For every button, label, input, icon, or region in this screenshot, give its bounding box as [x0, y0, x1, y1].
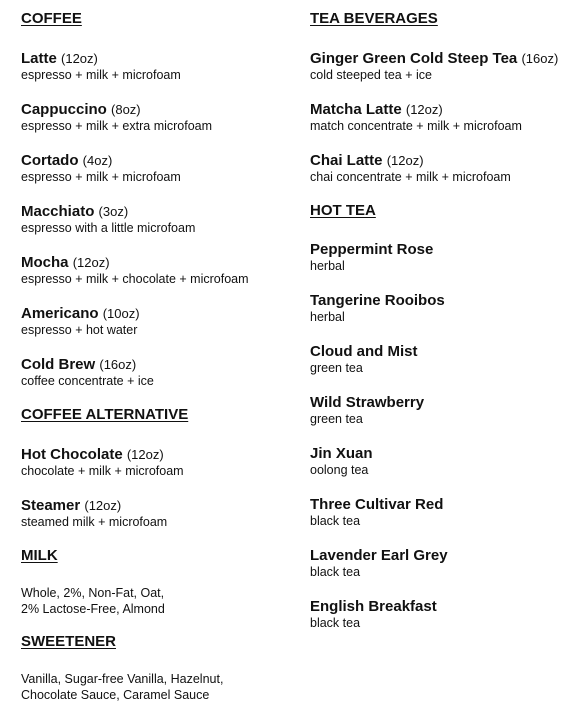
sweetener-heading: SWEETENER [21, 633, 117, 650]
menu-item-cloud-and-mist [310, 342, 418, 376]
item-name: Cappuccino [21, 101, 107, 118]
coffee-heading: COFFEE [21, 10, 82, 27]
item-name: Peppermint Rose [310, 241, 434, 258]
item-description: espresso + milk + microfoam [21, 170, 181, 184]
item-description: black tea [310, 616, 361, 630]
item-name: Three Cultivar Red [310, 496, 444, 513]
milk-heading: MILK [21, 547, 58, 564]
item-name: Cold Brew [21, 356, 96, 373]
item-description: cold steeped tea + ice [310, 68, 432, 82]
item-description: black tea [310, 514, 361, 528]
menu-item-chai-latte [310, 151, 511, 185]
item-description: oolong tea [310, 463, 369, 477]
item-name: Cortado [21, 152, 79, 169]
item-name: English Breakfast [310, 598, 437, 615]
hot-tea-heading: HOT TEA [310, 202, 376, 219]
item-name: Jin Xuan [310, 445, 373, 462]
item-size: (12oz) [386, 153, 424, 168]
menu-item-three-cultivar-red [310, 495, 443, 529]
menu-item-wild-strawberry [310, 393, 424, 427]
item-description: green tea [310, 361, 363, 375]
item-name: Chai Latte [310, 152, 383, 169]
item-description: espresso + milk + chocolate + microfoam [21, 272, 249, 286]
item-size: (12oz) [405, 102, 443, 117]
item-name: Mocha [21, 254, 69, 271]
menu-item-tangerine-rooibos [310, 291, 445, 325]
menu-item-hot-chocolate [21, 445, 184, 479]
item-name: Cloud and Mist [310, 343, 418, 360]
item-description: black tea [310, 565, 361, 579]
item-name: Lavender Earl Grey [310, 547, 448, 564]
menu-item-cold-brew [21, 355, 154, 389]
item-size: (12oz) [72, 255, 110, 270]
tea-beverages-heading: TEA BEVERAGES [310, 10, 438, 27]
menu-item-cappuccino [21, 100, 212, 134]
item-size: (4oz) [82, 153, 113, 168]
menu-item-macchiato [21, 202, 195, 236]
item-name: Wild Strawberry [310, 394, 425, 411]
item-description: espresso with a little microfoam [21, 221, 196, 235]
item-description: espresso + hot water [21, 323, 138, 337]
menu-item-latte [21, 49, 181, 83]
menu-item-jin-xuan [310, 444, 373, 478]
sweetener-options-line: Chocolate Sauce, Caramel Sauce [21, 688, 210, 702]
sweetener-options-line: Vanilla, Sugar-free Vanilla, Hazelnut, [21, 672, 224, 686]
item-name: Steamer [21, 497, 81, 514]
item-size: (8oz) [111, 102, 141, 117]
sweetener-options [21, 671, 223, 703]
item-description: coffee concentrate + ice [21, 374, 154, 388]
menu-item-peppermint-rose [310, 240, 433, 274]
item-size: (10oz) [102, 306, 140, 321]
menu-item-steamer [21, 496, 167, 530]
menu-item-ginger-green-cold-steep-tea [310, 49, 558, 83]
item-size: (16oz) [521, 51, 559, 66]
item-name: Ginger Green Cold Steep Tea [310, 50, 518, 67]
item-description: chocolate + milk + microfoam [21, 464, 184, 478]
milk-options-line: Whole, 2%, Non-Fat, Oat, [21, 586, 165, 600]
item-name: Tangerine Rooibos [310, 292, 445, 309]
milk-options-line: 2% Lactose-Free, Almond [21, 602, 165, 616]
item-description: green tea [310, 412, 363, 426]
item-name: Hot Chocolate [21, 446, 123, 463]
item-description: espresso + milk + microfoam [21, 68, 181, 82]
item-description: chai concentrate + milk + microfoam [310, 170, 511, 184]
menu-item-english-breakfast [310, 597, 437, 631]
menu-item-matcha-latte [310, 100, 522, 134]
menu-item-lavender-earl-grey [310, 546, 448, 580]
item-size: (12oz) [126, 447, 164, 462]
item-description: steamed milk + microfoam [21, 515, 168, 529]
menu-item-americano [21, 304, 140, 338]
item-size: (3oz) [98, 204, 129, 219]
item-name: Matcha Latte [310, 101, 402, 118]
item-name: Americano [21, 305, 99, 322]
menu-item-mocha [21, 253, 249, 287]
coffee-alternative-heading: COFFEE ALTERNATIVE [21, 406, 189, 423]
item-description: espresso + milk + extra microfoam [21, 119, 213, 133]
item-description: herbal [310, 259, 345, 273]
item-size: (12oz) [61, 51, 98, 66]
item-name: Macchiato [21, 203, 95, 220]
item-size: (12oz) [84, 498, 122, 513]
item-size: (16oz) [99, 357, 137, 372]
item-description: herbal [310, 310, 345, 324]
item-description: match concentrate + milk + microfoam [310, 119, 522, 133]
menu-item-cortado [21, 151, 181, 185]
milk-options [21, 585, 165, 617]
item-name: Latte [21, 50, 57, 67]
